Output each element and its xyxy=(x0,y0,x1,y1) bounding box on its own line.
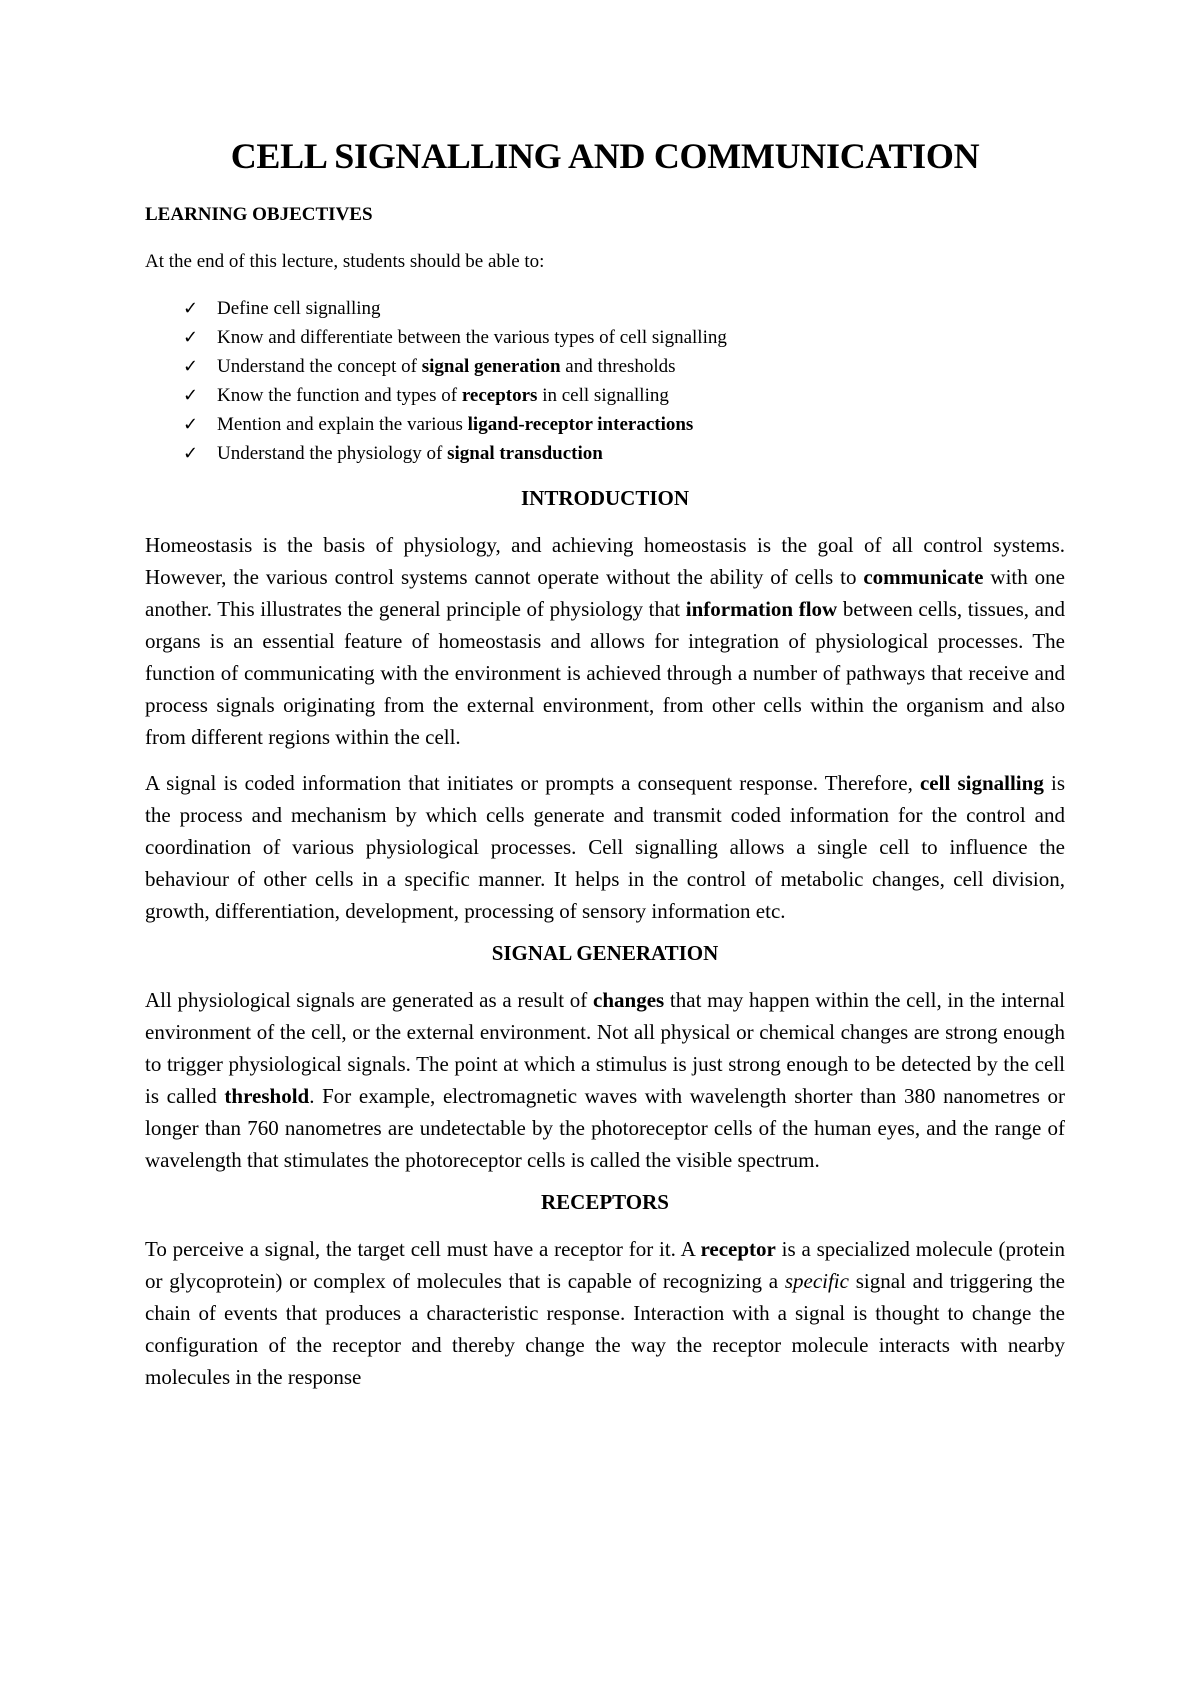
bold-term: receptor xyxy=(700,1237,776,1262)
objective-text: Understand the concept of xyxy=(217,355,422,377)
objective-item xyxy=(183,410,1065,439)
check-icon: ✓ xyxy=(183,413,199,435)
paragraph-text: is the process and mechanism by which cells generate and transmit coded information for the control and coordination of various physiological processes. Cell signalling allows a single cell to influence the behaviour of other cells in a specific manner. It helps in the control of metabolic changes, cell division, growth, differentiation, development, processing of sensory information etc. xyxy=(145,770,1065,923)
check-icon: ✓ xyxy=(183,384,199,406)
objective-text: Know the function and types of xyxy=(217,384,462,406)
objective-item xyxy=(183,294,1065,323)
document-page xyxy=(145,135,1065,1407)
paragraph-text: signal and triggering the chain of events that produces a characteristic response. Interaction with a signal is thought to change the configuration of the receptor and thereby change the way the receptor molecule interacts with nearby molecules in the response xyxy=(145,1269,1065,1390)
objective-item xyxy=(183,381,1065,410)
paragraph-text: Homeostasis is the basis of physiology, and achieving homeostasis is the goal of all control systems. However, the various control systems cannot operate without the ability of cells to xyxy=(145,532,1065,589)
receptors-paragraph xyxy=(145,1233,1065,1393)
bold-term: information flow xyxy=(685,596,838,621)
objective-bold: signal generation xyxy=(421,355,561,377)
signal-generation-heading: SIGNAL GENERATION xyxy=(491,940,719,965)
objective-text: Understand the physiology of xyxy=(217,442,448,464)
objective-item xyxy=(183,352,1065,381)
check-icon: ✓ xyxy=(183,442,199,464)
learning-objectives-heading: LEARNING OBJECTIVES xyxy=(145,204,373,226)
check-icon: ✓ xyxy=(183,326,199,348)
paragraph-text: between cells, tissues, and organs is an essential feature of homeostasis and allows for integration of physiological processes. The function of communicating with the environment is achieved through a number of pathways that receive and process signals originating from the external environment, from other cells within the organism and also from different regions within the cell. xyxy=(145,596,1065,749)
introduction-paragraph-1 xyxy=(145,529,1065,753)
learning-objectives-intro: At the end of this lecture, students should be able to: xyxy=(145,250,545,272)
paragraph-text: All physiological signals are generated as a result of xyxy=(145,988,594,1013)
objective-bold: ligand-receptor interactions xyxy=(467,413,694,435)
document-title: CELL SIGNALLING AND COMMUNICATION xyxy=(230,136,980,176)
check-icon: ✓ xyxy=(183,297,199,319)
objective-text: Define cell signalling xyxy=(217,297,381,319)
introduction-paragraph-2 xyxy=(145,767,1065,927)
objective-text: and thresholds xyxy=(560,355,676,377)
paragraph-text: is a specialized molecule (protein or glycoprotein) or complex of molecules that is capable of recognizing a xyxy=(145,1237,1065,1294)
bold-term: changes xyxy=(593,988,665,1013)
objective-item xyxy=(183,439,1065,468)
paragraph-text: with one another. This illustrates the general principle of physiology that xyxy=(145,564,1065,621)
signal-generation-paragraph xyxy=(145,984,1065,1176)
objective-bold: signal transduction xyxy=(447,442,603,464)
objective-text: in cell signalling xyxy=(537,384,669,406)
introduction-heading: INTRODUCTION xyxy=(520,485,690,510)
objective-text: Know and differentiate between the various types of cell signalling xyxy=(217,326,727,348)
paragraph-text: . For example, electromagnetic waves with wavelength shorter than 380 nanometres or longer than 760 nanometres are undetectable by the photoreceptor cells of the human eyes, and the range of wavelength that stimulates the photoreceptor cells is called the visible spectrum. xyxy=(145,1084,1066,1173)
paragraph-text: To perceive a signal, the target cell must have a receptor for it. A xyxy=(145,1237,701,1262)
bold-term: communicate xyxy=(863,564,984,589)
check-icon: ✓ xyxy=(183,355,199,377)
bold-term: threshold xyxy=(224,1084,310,1109)
objective-item xyxy=(183,323,1065,352)
italic-term: specific xyxy=(784,1269,849,1294)
objective-text: Mention and explain the various xyxy=(217,413,468,435)
paragraph-text: A signal is coded information that initiates or prompts a consequent response. Therefore, xyxy=(145,770,920,795)
receptors-heading: RECEPTORS xyxy=(541,1190,669,1215)
bold-term: cell signalling xyxy=(919,770,1044,795)
paragraph-text: that may happen within the cell, in the internal environment of the cell, or the external environment. Not all physical or chemical changes are strong enough to trigger physiological signals. The point at which a stimulus is just strong enough to be detected by the cell is called xyxy=(145,988,1065,1109)
objective-bold: receptors xyxy=(461,384,538,406)
learning-objectives-list xyxy=(145,294,1065,468)
